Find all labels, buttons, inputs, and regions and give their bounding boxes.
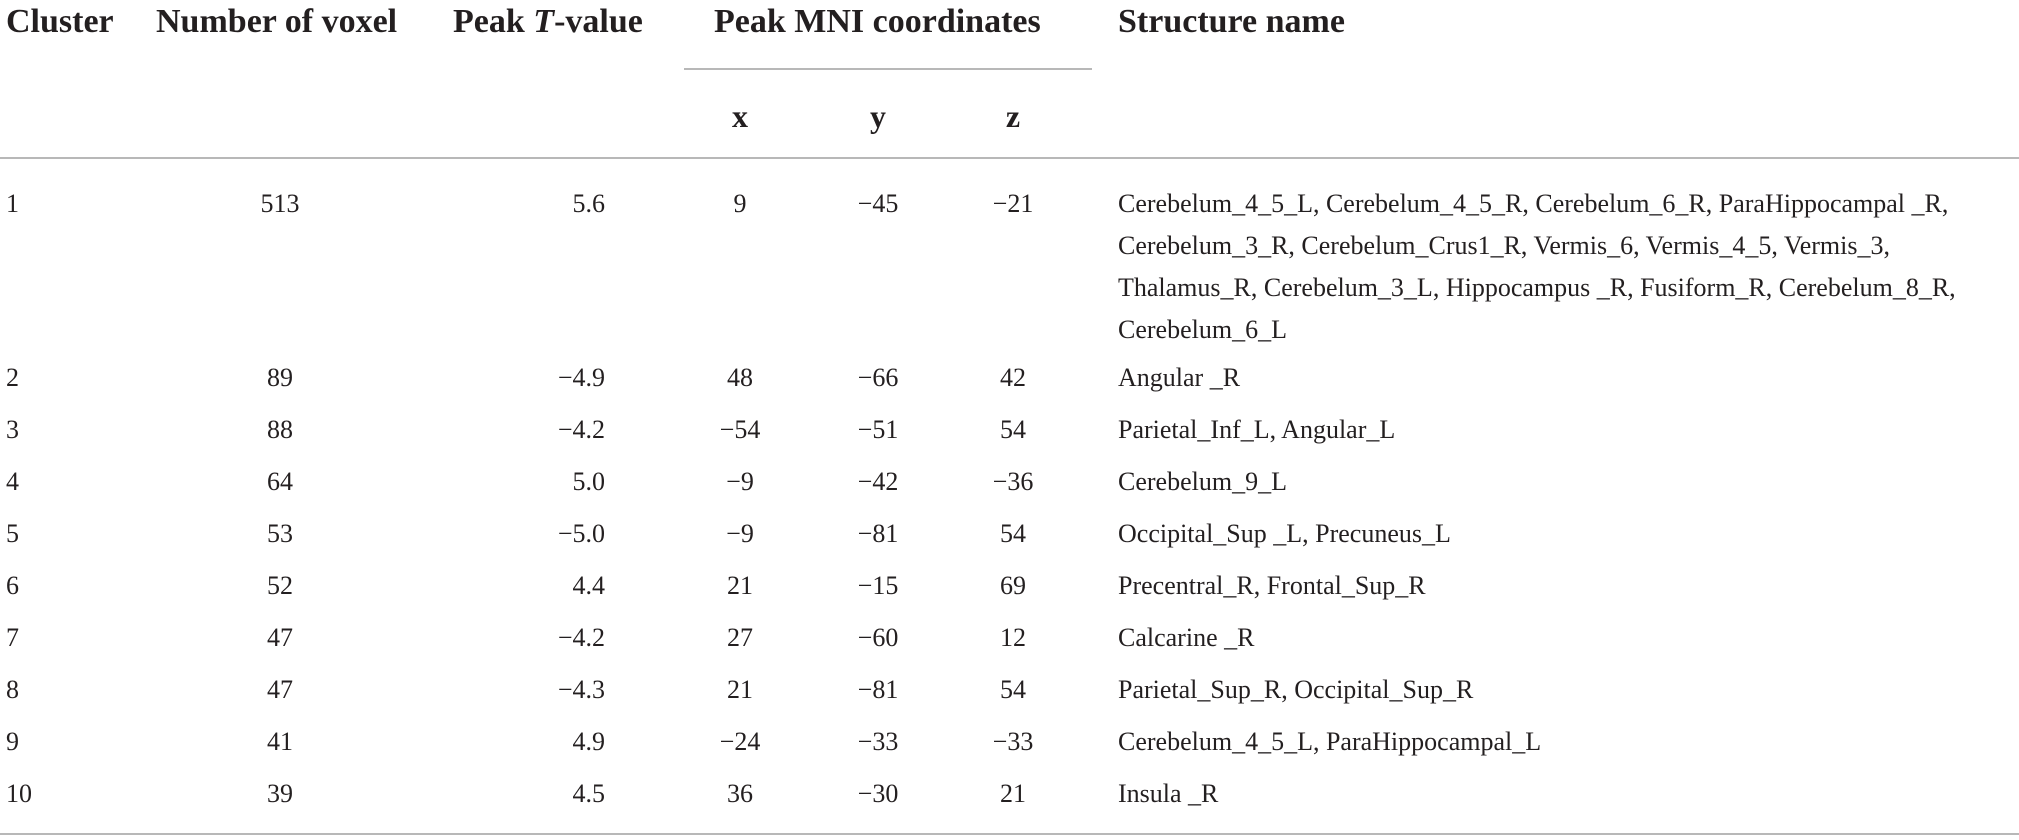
cell-cluster: 5 [6, 519, 19, 548]
cell-t: −5.0 [557, 519, 605, 548]
cell-cluster: 8 [6, 675, 19, 704]
cell-cluster: 6 [6, 571, 19, 600]
cell-structure: Cerebelum_9_L [1118, 467, 1287, 496]
cell-x: 21 [727, 675, 753, 704]
cell-z: −33 [992, 727, 1034, 756]
cell-x: −54 [719, 415, 761, 444]
cell-z: −36 [992, 467, 1034, 496]
cell-x: −24 [719, 727, 761, 756]
cell-voxels: 41 [267, 727, 293, 756]
cell-cluster: 4 [6, 467, 19, 496]
cell-y: −30 [857, 779, 899, 808]
cell-t: 5.0 [572, 467, 605, 496]
cell-y: −42 [857, 467, 899, 496]
cell-structure: Parietal_Sup_R, Occipital_Sup_R [1118, 675, 1474, 704]
cell-z: 12 [1000, 623, 1026, 652]
header-peak-t: T [533, 3, 555, 40]
cell-voxels: 47 [267, 675, 293, 704]
cell-t: 4.4 [572, 571, 605, 600]
header-bottom-rule [0, 157, 2019, 159]
cell-y: −60 [857, 623, 899, 652]
cell-y: −81 [857, 519, 899, 548]
cell-voxels: 47 [267, 623, 293, 652]
cell-x: −9 [726, 467, 754, 496]
cell-structure: Angular _R [1118, 363, 1241, 392]
cell-z: −21 [992, 189, 1034, 218]
header-peak-mni-coordinates: Peak MNI coordinates [714, 3, 1041, 40]
header-z: z [1005, 98, 1021, 134]
cell-z: 21 [1000, 779, 1026, 808]
header-x: x [732, 98, 748, 134]
cell-t: 4.5 [572, 779, 605, 808]
cell-structure: Cerebelum_4_5_L, ParaHippocampal_L [1118, 727, 1542, 756]
cell-y: −81 [857, 675, 899, 704]
cell-t: −4.2 [557, 415, 605, 444]
cell-z: 54 [1000, 415, 1026, 444]
cell-structure: Precentral_R, Frontal_Sup_R [1118, 571, 1426, 600]
cell-x: −9 [726, 519, 754, 548]
cell-x: 21 [727, 571, 753, 600]
cell-cluster: 10 [6, 779, 32, 808]
header-peak-t-value [453, 2, 643, 42]
cell-z: 54 [1000, 519, 1026, 548]
cell-y: −45 [857, 189, 899, 218]
cell-t: −4.2 [557, 623, 605, 652]
cell-structure: Cerebelum_4_5_L, Cerebelum_4_5_R, Cerebelum_6_R, ParaHippocampal _R, Cerebelum_3_R, Cerebelum_Crus1_R, Vermis_6, Vermis_4_5, Vermis_3, Thalamus_R, Cerebelum_3_L, Hippocampus _R, Fusiform_R, Cerebelum_8_R, Cerebelum_6_L [1118, 189, 1956, 344]
cell-y: −33 [857, 727, 899, 756]
cell-voxels: 53 [267, 519, 293, 548]
header-peak-suffix: -value [554, 3, 643, 40]
cell-structure: Parietal_Inf_L, Angular_L [1118, 415, 1396, 444]
cell-z: 69 [1000, 571, 1026, 600]
cell-structure: Insula _R [1118, 779, 1219, 808]
cell-y: −51 [857, 415, 899, 444]
cell-voxels: 513 [260, 189, 300, 218]
cell-voxels: 39 [267, 779, 293, 808]
cell-t: 4.9 [572, 727, 605, 756]
cell-cluster: 9 [6, 727, 19, 756]
cell-cluster: 1 [6, 189, 19, 218]
cell-x: 36 [727, 779, 753, 808]
mni-subheader-rule [684, 68, 1092, 70]
cell-structure: Occipital_Sup _L, Precuneus_L [1118, 519, 1451, 548]
cell-structure: Calcarine _R [1118, 623, 1255, 652]
cell-z: 42 [1000, 363, 1026, 392]
cell-x: 48 [727, 363, 753, 392]
cell-z: 54 [1000, 675, 1026, 704]
cell-x: 27 [727, 623, 753, 652]
cell-voxels: 88 [267, 415, 293, 444]
cell-voxels: 89 [267, 363, 293, 392]
cell-cluster: 3 [6, 415, 19, 444]
table-bottom-rule [0, 833, 2019, 835]
header-y: y [870, 98, 886, 134]
header-number-of-voxel: Number of voxel [156, 3, 398, 40]
cell-voxels: 52 [267, 571, 293, 600]
cell-cluster: 7 [6, 623, 19, 652]
cell-x: 9 [733, 189, 747, 218]
header-peak-prefix: Peak [453, 3, 534, 40]
header-structure-name: Structure name [1118, 3, 1345, 40]
header-cluster: Cluster [6, 3, 114, 40]
cell-y: −15 [857, 571, 899, 600]
cell-y: −66 [857, 363, 899, 392]
cell-t: −4.9 [557, 363, 605, 392]
cell-voxels: 64 [267, 467, 293, 496]
cell-t: 5.6 [572, 189, 605, 218]
cell-t: −4.3 [557, 675, 605, 704]
cell-cluster: 2 [6, 363, 19, 392]
